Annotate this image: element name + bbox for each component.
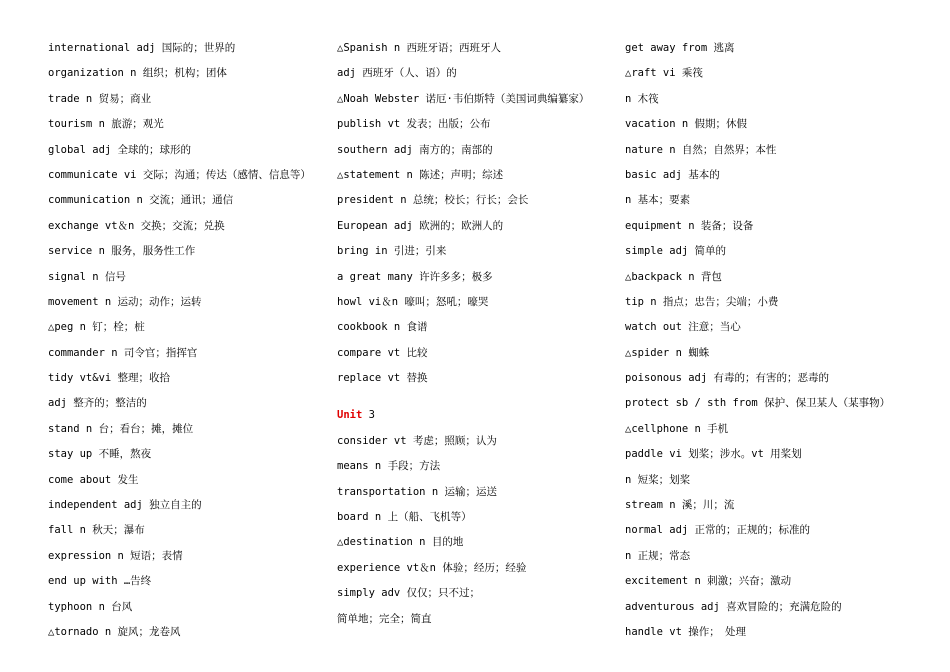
vocab-entry: equipment n 装备；设备	[625, 219, 754, 232]
vocab-entry: n 基本；要素	[625, 194, 691, 207]
vocab-entry: movement n 运动；动作；运转	[48, 295, 202, 308]
vocab-entry: stream n 溪；川；流	[625, 499, 735, 512]
vocab-entry: △backpack n 背包	[625, 270, 722, 283]
vocab-entry: vacation n 假期；休假	[625, 118, 748, 131]
vocab-entry: △destination n 目的地	[337, 536, 464, 549]
vocab-entry: watch out 注意；当心	[625, 321, 741, 334]
unit-label: Unit	[337, 409, 363, 422]
vocab-entry: communicate vi 交际；沟通；传达（感情、信息等）	[48, 168, 311, 181]
vocab-entry: paddle vi 划桨；涉水。vt 用桨划	[625, 448, 802, 461]
vocab-entry: come about 发生	[48, 473, 139, 486]
vocab-entry: protect sb / sth from 保护、保卫某人（某事物）	[625, 397, 891, 410]
vocab-entry: adj 整齐的；整洁的	[48, 397, 147, 410]
vocab-entry: △Noah Webster 诺厄·韦伯斯特（美国词典编纂家）	[337, 92, 590, 105]
vocab-entry: communication n 交流；通讯；通信	[48, 194, 234, 207]
column-1	[48, 38, 332, 647]
vocab-entry: 简单地；完全；简直	[337, 612, 432, 625]
vocab-entry: consider vt 考虑；照顾；认为	[337, 434, 497, 447]
vocab-entry: n 木筏	[625, 92, 659, 105]
vocab-entry: tourism n 旅游；观光	[48, 118, 164, 131]
vocab-entry: global adj 全球的；球形的	[48, 143, 192, 156]
vocab-entry: publish vt 发表；出版；公布	[337, 118, 491, 131]
vocab-entry: n 正规；常态	[625, 549, 691, 562]
column-2	[337, 38, 621, 634]
vocab-entry: handle vt 操作； 处理	[625, 625, 746, 638]
vocab-entry: simply adv 仅仅；只不过；	[337, 587, 481, 600]
vocab-entry: △tornado n 旋风；龙卷风	[48, 625, 181, 638]
vocab-entry: expression n 短语；表情	[48, 549, 183, 562]
vocab-entry: exchange vt＆n 交换；交流；兑换	[48, 219, 225, 232]
vocab-entry: △peg n 钉；栓；桩	[48, 321, 145, 334]
vocab-entry: experience vt＆n 体验；经历；经验	[337, 561, 527, 574]
vocab-entry: service n 服务，服务性工作	[48, 245, 196, 258]
vocab-entry: △statement n 陈述；声明；综述	[337, 168, 504, 181]
vocab-entry: a great many 许许多多；极多	[337, 270, 493, 283]
vocab-entry: normal adj 正常的；正规的；标准的	[625, 524, 811, 537]
vocab-entry: get away from 逃离	[625, 42, 735, 54]
vocab-entry: signal n 信号	[48, 270, 126, 283]
vocab-entry: international adj 国际的；世界的	[48, 42, 236, 54]
vocab-entry: independent adj 独立自主的	[48, 499, 202, 512]
vocab-entry: commander n 司令官；指挥官	[48, 346, 198, 359]
vocab-entry: tidy vt&vi 整理；收拾	[48, 372, 171, 385]
unit-number: 3	[368, 409, 375, 422]
column-3	[625, 38, 945, 647]
vocab-entry: excitement n 刺激；兴奋；激动	[625, 575, 792, 588]
vocab-entry: compare vt 比较	[337, 346, 428, 359]
vocab-entry: △spider n 蜘蛛	[625, 346, 710, 359]
vocab-entry: typhoon n 台风	[48, 600, 133, 613]
vocab-entry: adventurous adj 喜欢冒险的；充满危险的	[625, 600, 842, 613]
vocab-entry: cookbook n 食谱	[337, 321, 428, 334]
vocab-entry: organization n 组织；机构；团体	[48, 67, 227, 80]
vocab-entry: replace vt 替换	[337, 372, 428, 385]
vocab-entry: stand n 台；看台；摊，摊位	[48, 422, 194, 435]
vocab-entry: simple adj 简单的	[625, 245, 727, 258]
vocab-entry: tip n 指点；忠告；尖端；小费	[625, 295, 779, 308]
vocab-entry: △raft vi 乘筏	[625, 67, 703, 80]
vocab-entry: △cellphone n 手机	[625, 422, 729, 435]
vocab-entry: basic adj 基本的	[625, 168, 720, 181]
word-list-part-2	[337, 431, 621, 634]
vocab-entry: stay up 不睡，熬夜	[48, 448, 152, 461]
vocab-entry: poisonous adj 有毒的；有害的；恶毒的	[625, 372, 830, 385]
vocab-entry: trade n 贸易；商业	[48, 92, 152, 105]
vocab-entry: adj 西班牙（人、语）的	[337, 67, 457, 80]
vocab-entry: European adj 欧洲的；欧洲人的	[337, 219, 504, 232]
vocab-entry: howl vi＆n 嚎叫；怒吼；嚎哭	[337, 295, 489, 308]
vocab-entry: transportation n 运输；运送	[337, 485, 497, 498]
vocab-entry: end up with …告终	[48, 575, 152, 588]
vocab-entry: means n 手段；方法	[337, 460, 441, 473]
vocab-entry: △Spanish n 西班牙语；西班牙人	[337, 42, 502, 54]
vocab-entry: fall n 秋天；瀑布	[48, 524, 145, 537]
vocab-entry: southern adj 南方的；南部的	[337, 143, 493, 156]
vocab-entry: n 短桨；划桨	[625, 473, 691, 486]
vocab-entry: bring in 引进；引来	[337, 245, 447, 258]
vocab-entry: president n 总统；校长；行长；会长	[337, 194, 529, 207]
word-list-part-1	[337, 38, 621, 393]
unit-heading	[337, 405, 621, 430]
vocab-entry: nature n 自然；自然界；本性	[625, 143, 777, 156]
section-spacer	[337, 393, 621, 405]
vocab-entry: board n 上（船、飞机等）	[337, 511, 472, 524]
